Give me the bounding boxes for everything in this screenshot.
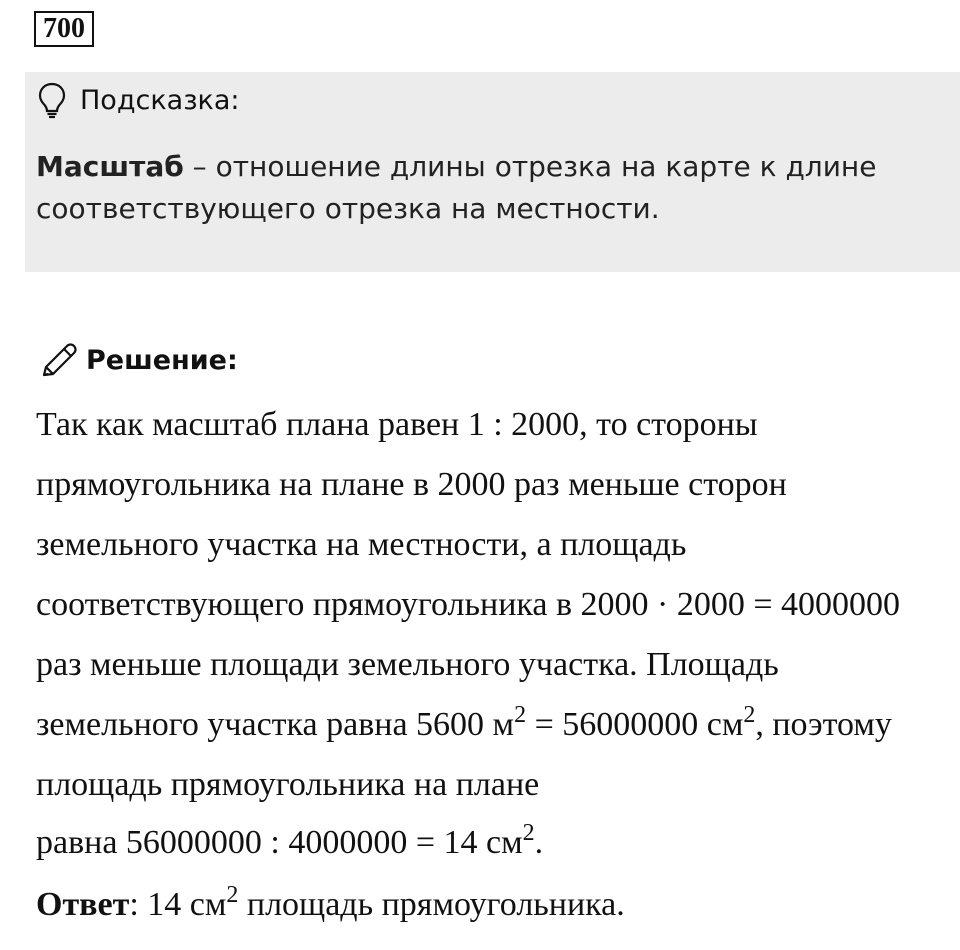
line8-part2: . (534, 824, 544, 861)
exponent: 2 (743, 702, 756, 728)
solution-line-8 (36, 818, 956, 880)
answer-label: Ответ (36, 886, 130, 923)
solution-line-2: прямоугольника на плане в 2000 раз меньше сторон (36, 466, 787, 503)
answer-line (36, 880, 956, 940)
answer-part1: : 14 см (129, 886, 227, 923)
solution-line-1: Так как масштаб плана равен 1 : 2000, то стороны (36, 406, 758, 443)
exponent: 2 (514, 702, 527, 728)
solution-title (38, 338, 238, 382)
hint-definition-line2: соответствующего отрезка на местности. (36, 192, 660, 225)
hint-term: Масштаб (36, 150, 184, 183)
pencil-icon (38, 339, 80, 381)
solution-line-5: раз меньше площади земельного участка. Площадь (36, 646, 779, 683)
hint-title-label: Подсказка: (80, 84, 240, 116)
solution-text (36, 400, 956, 940)
solution-line-4: соответствующего прямоугольника в 2000 · 2000 = 4000000 (36, 586, 901, 623)
exponent: 2 (522, 820, 535, 846)
line6-part1: земельного участка равна 5600 м (36, 706, 515, 743)
lightbulb-icon (36, 81, 68, 119)
solution-title-label: Решение: (86, 344, 238, 376)
solution-line-6 (36, 700, 956, 760)
solution-line-3: земельного участка на местности, а площадь (36, 526, 687, 563)
answer-part2: площадь прямоугольника. (238, 886, 625, 923)
problem-number: 700 (34, 11, 94, 47)
exponent: 2 (226, 882, 239, 908)
line6-part2: = 56000000 см (526, 706, 744, 743)
line6-part3: , поэтому (755, 706, 892, 743)
line8-part1: равна 56000000 : 4000000 = 14 см (36, 824, 523, 861)
hint-text (36, 146, 936, 230)
hint-title (36, 80, 240, 120)
hint-definition: – отношение длины отрезка на карте к длине (183, 150, 877, 183)
solution-line-7: площадь прямоугольника на плане (36, 766, 540, 803)
